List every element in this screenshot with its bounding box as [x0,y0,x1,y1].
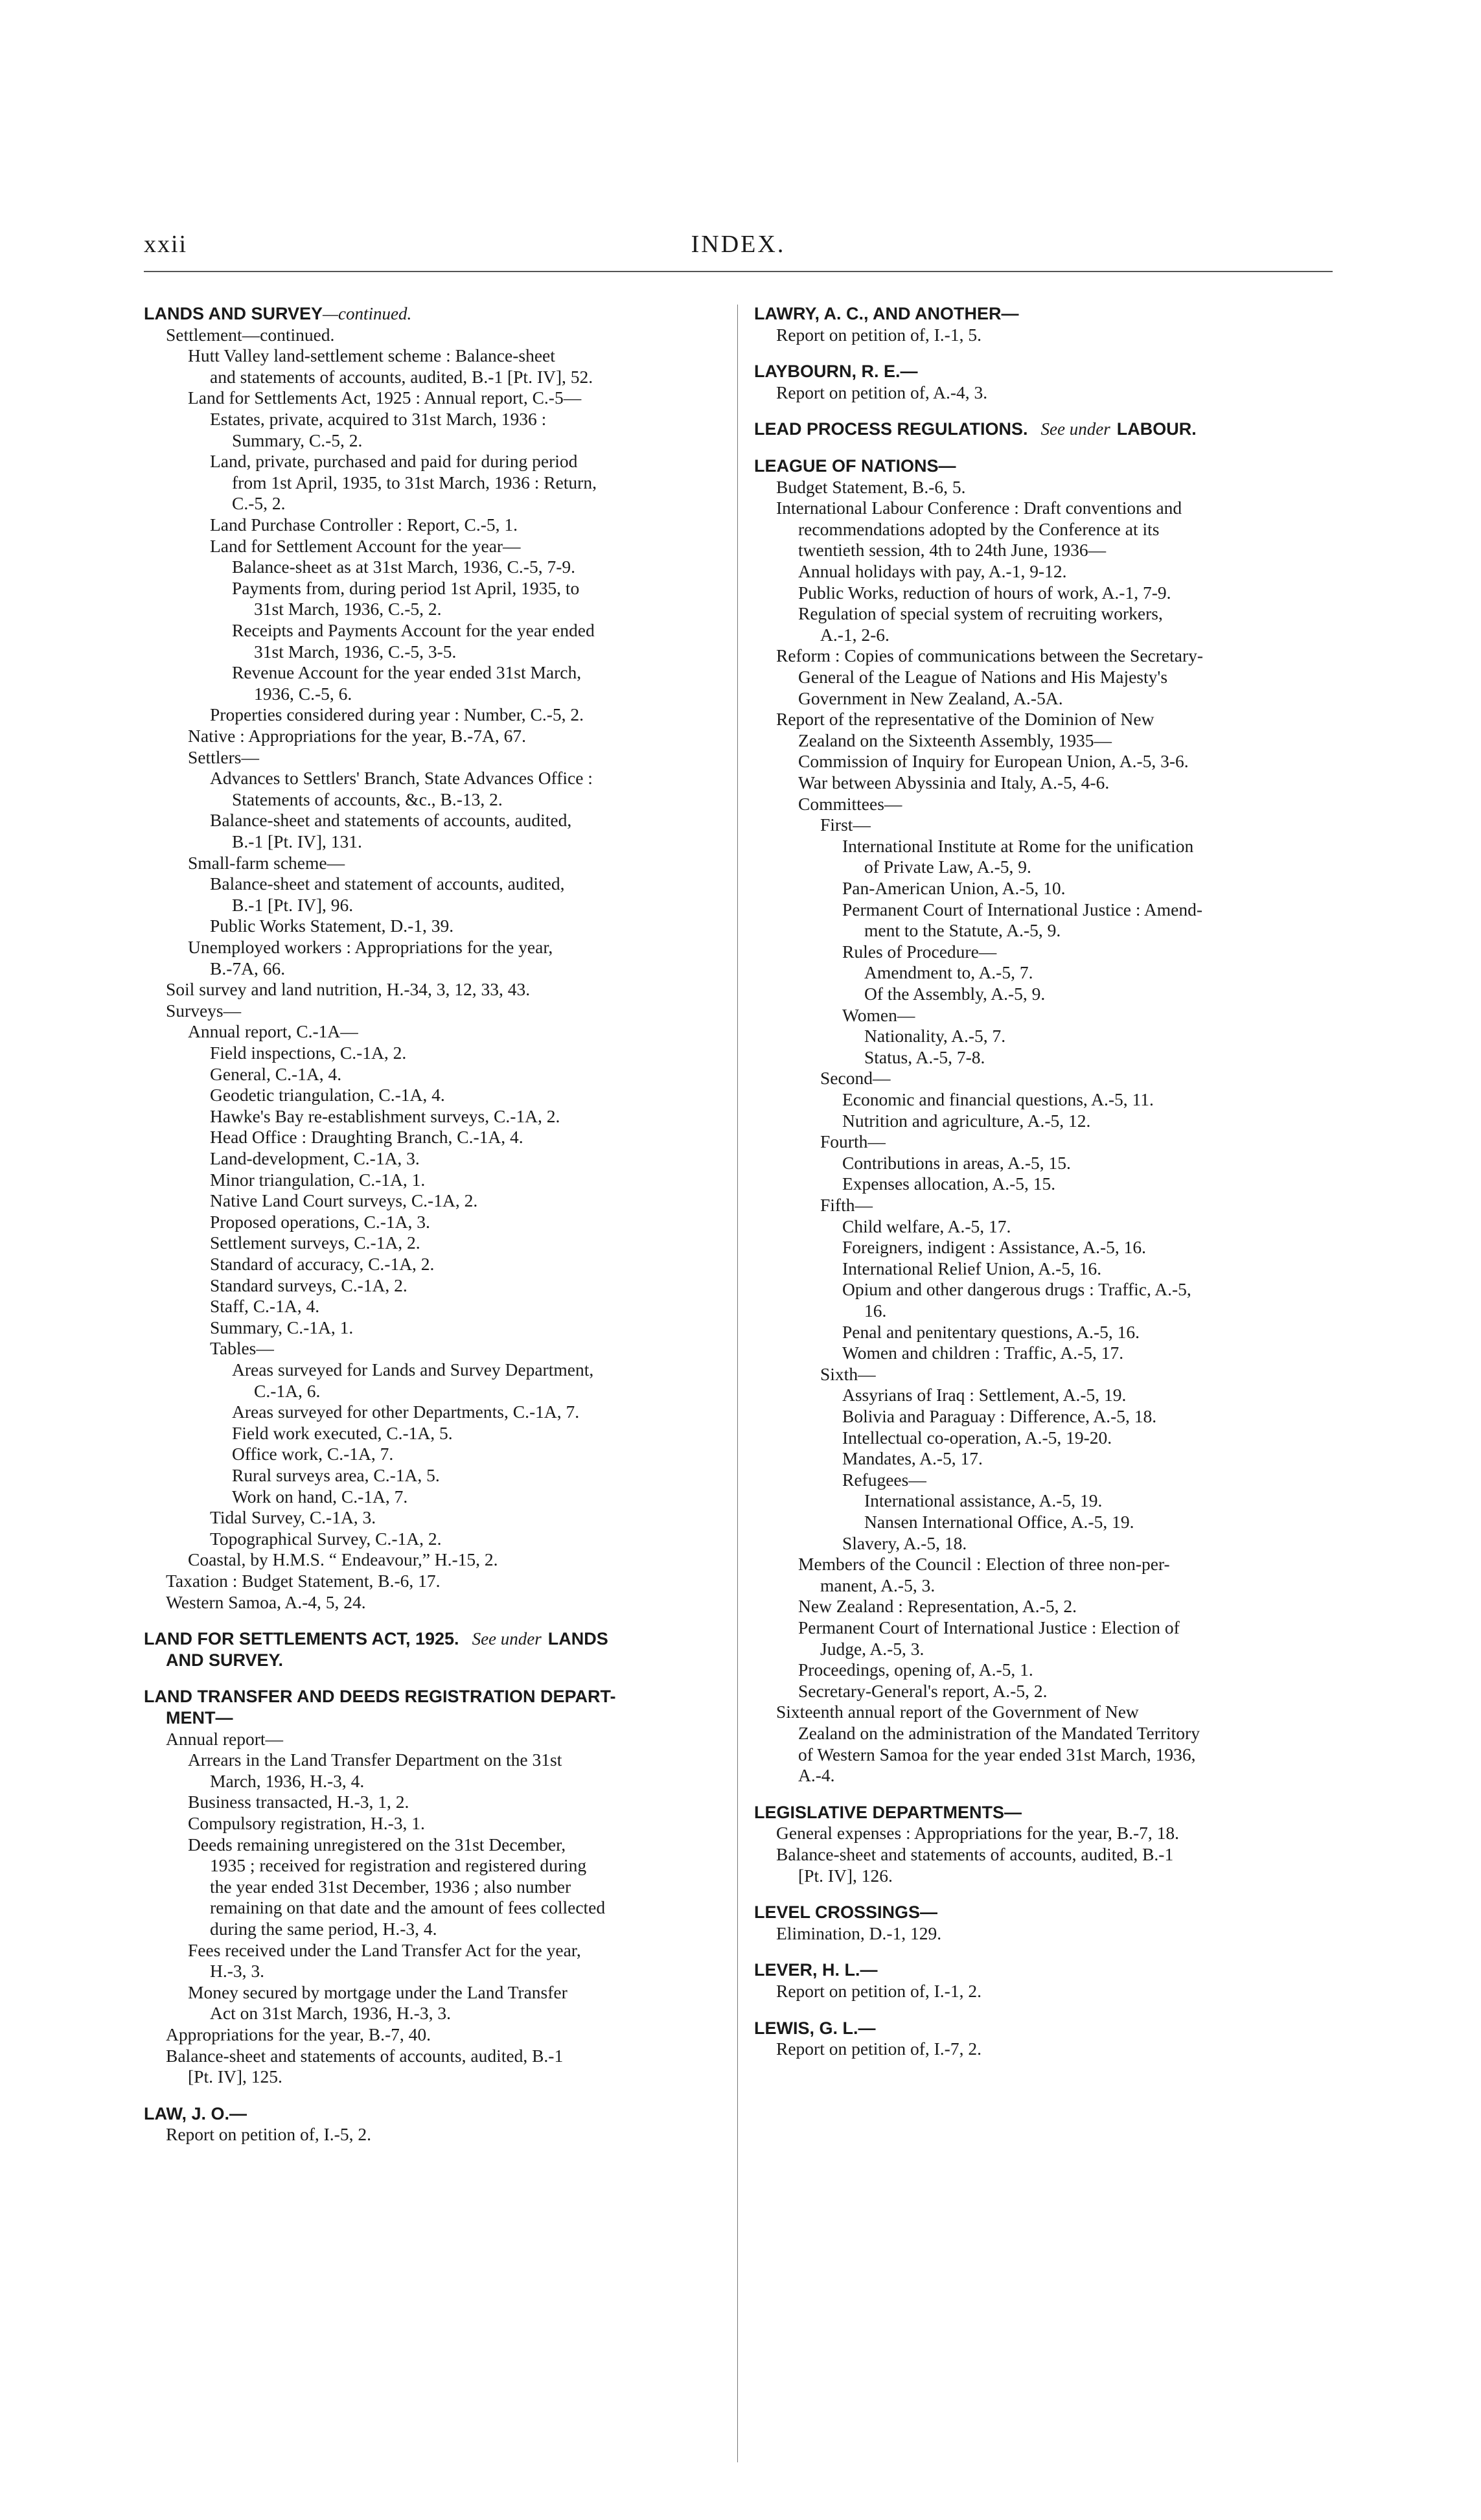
index-entry: Amendment to, A.-5, 7. [864,962,1033,982]
heading-text: LAND FOR SETTLEMENTS ACT, 1925. [144,1629,459,1648]
heading-text: LEGISLATIVE DEPARTMENTS— [754,1803,1022,1822]
index-entry: Surveys— [166,1000,242,1021]
heading-text: LEAD PROCESS REGULATIONS. [754,419,1028,439]
index-entry: Secretary-General's report, A.-5, 2. [798,1681,1048,1701]
index-entry: Report on petition of, A.-4, 3. [776,382,988,402]
index-entry: 16. [864,1300,887,1321]
index-entry: Revenue Account for the year ended 31st March, [232,662,582,682]
index-heading [754,303,1019,324]
index-entry: Summary, C.-1A, 1. [210,1317,354,1337]
heading-text: LAWRY, A. C., AND ANOTHER— [754,304,1019,323]
index-entry: Tables— [210,1338,274,1358]
page-title: INDEX. [691,231,786,258]
index-entry: Statements of accounts, &c., B.-13, 2. [232,789,503,809]
index-entry: Regulation of special system of recruiting workers, [798,603,1163,623]
index-entry: Settlers— [188,747,259,767]
index-entry: War between Abyssinia and Italy, A.-5, 4-6. [798,772,1110,792]
index-entry: Rules of Procedure— [842,942,997,962]
index-entry: Annual holidays with pay, A.-1, 9-12. [798,561,1067,581]
index-entry: Payments from, during period 1st April, 1935, to [232,578,580,598]
index-entry: International Relief Union, A.-5, 16. [842,1258,1102,1278]
index-entry: Office work, C.-1A, 7. [232,1444,394,1464]
index-entry: Business transacted, H.-3, 1, 2. [188,1792,409,1812]
index-entry: International Institute at Rome for the unification [842,836,1194,856]
index-entry: 31st March, 1936, C.-5, 2. [254,599,442,619]
heading-text: LAW, J. O.— [144,2104,247,2123]
index-entry: Women— [842,1005,915,1025]
index-entry: Annual report, C.-1A— [188,1021,358,1041]
index-entry: Public Works Statement, D.-1, 39. [210,916,454,936]
index-entry: Unemployed workers : Appropriations for the year, [188,937,553,957]
index-entry: Head Office : Draughting Branch, C.-1A, 4. [210,1127,523,1147]
heading-text: MENT— [166,1708,233,1728]
index-entry: Tidal Survey, C.-1A, 3. [210,1507,376,1527]
index-entry: Penal and penitentary questions, A.-5, 16. [842,1322,1140,1342]
index-entry: Budget Statement, B.-6, 5. [776,477,966,497]
index-entry: Rural surveys area, C.-1A, 5. [232,1465,440,1485]
index-entry: Slavery, A.-5, 18. [842,1533,967,1553]
index-heading [166,1650,283,1670]
index-entry: Standard of accuracy, C.-1A, 2. [210,1254,435,1274]
index-heading [144,303,411,324]
index-entry: Nutrition and agriculture, A.-5, 12. [842,1111,1091,1131]
index-entry: General expenses : Appropriations for the year, B.-7, 18. [776,1823,1180,1843]
index-entry: Commission of Inquiry for European Union, A.-5, 3-6. [798,751,1189,771]
index-entry: Report on petition of, I.-1, 5. [776,325,982,345]
index-entry: Compulsory registration, H.-3, 1. [188,1813,425,1833]
index-entry: Soil survey and land nutrition, H.-34, 3, 12, 33, 43. [166,979,531,999]
index-entry: recommendations adopted by the Conference at its [798,519,1160,539]
heading-text: LEWIS, G. L.— [754,2018,876,2038]
index-entry: Work on hand, C.-1A, 7. [232,1486,408,1507]
index-entry: Advances to Settlers' Branch, State Advances Office : [210,768,593,788]
index-entry: Coastal, by H.M.S. “ Endeavour,” H.-15, 2. [188,1549,498,1569]
index-entry: Intellectual co-operation, A.-5, 19-20. [842,1428,1112,1448]
index-entry: Native Land Court surveys, C.-1A, 2. [210,1190,478,1210]
index-entry: Balance-sheet and statements of accounts, audited, B.-1 [166,2046,564,2066]
index-entry: manent, A.-5, 3. [820,1575,936,1595]
index-entry: Balance-sheet and statements of accounts, audited, B.-1 [776,1844,1174,1864]
index-entry: from 1st April, 1935, to 31st March, 1936 : Return, [232,472,597,492]
see-under-label: See under [472,1629,542,1648]
index-entry: Balance-sheet and statement of accounts, audited, [210,873,565,894]
index-entry: Fourth— [820,1131,886,1151]
index-entry: Report of the representative of the Dominion of New [776,709,1154,729]
index-entry: Bolivia and Paraguay : Difference, A.-5, 18. [842,1406,1157,1426]
index-subheading [166,325,334,345]
index-entry: Balance-sheet as at 31st March, 1936, C.-5, 7-9. [232,557,575,577]
cross-reference-target: LANDS [547,1629,608,1648]
index-entry: Nationality, A.-5, 7. [864,1026,1006,1046]
index-entry: A.-4. [798,1765,835,1785]
cross-reference-target: LABOUR. [1116,419,1197,439]
index-entry: Committees— [798,794,902,814]
index-entry: 1935 ; received for registration and registered during [210,1855,587,1875]
index-entry: Topographical Survey, C.-1A, 2. [210,1529,442,1549]
index-entry: Small-farm scheme— [188,853,345,873]
index-entry: and statements of accounts, audited, B.-1 [Pt. IV], 52. [210,367,593,387]
index-entry: Public Works, reduction of hours of work, A.-1, 7-9. [798,583,1171,603]
index-entry: [Pt. IV], 126. [798,1866,893,1886]
index-entry: March, 1936, H.-3, 4. [210,1771,365,1791]
index-entry: New Zealand : Representation, A.-5, 2. [798,1596,1077,1616]
index-entry: Of the Assembly, A.-5, 9. [864,984,1046,1004]
index-entry: of Private Law, A.-5, 9. [864,857,1031,877]
index-entry: Land-development, C.-1A, 3. [210,1148,420,1168]
index-entry: 1936, C.-5, 6. [254,684,352,704]
index-entry: Opium and other dangerous drugs : Traffic, A.-5, [842,1279,1191,1299]
index-entry: Summary, C.-5, 2. [232,430,363,450]
index-entry: of Western Samoa for the year ended 31st March, 1936, [798,1744,1196,1764]
index-entry: Zealand on the Sixteenth Assembly, 1935— [798,730,1112,750]
index-entry: Estates, private, acquired to 31st March, 1936 : [210,409,547,429]
index-entry: Staff, C.-1A, 4. [210,1296,320,1316]
index-entry: Refugees— [842,1470,926,1490]
index-entry: International assistance, A.-5, 19. [864,1490,1103,1510]
index-entry: Land Purchase Controller : Report, C.-5, 1. [210,514,518,535]
heading-text: LEVEL CROSSINGS— [754,1902,938,1922]
index-entry: Nansen International Office, A.-5, 19. [864,1512,1134,1532]
index-entry: remaining on that date and the amount of fees collected [210,1897,606,1917]
index-entry: Standard surveys, C.-1A, 2. [210,1275,408,1295]
index-entry: Receipts and Payments Account for the year ended [232,620,595,640]
index-entry: 31st March, 1936, C.-5, 3-5. [254,642,457,662]
page-number: xxii [144,231,188,258]
index-entry: Pan-American Union, A.-5, 10. [842,878,1066,898]
index-entry: Annual report— [166,1729,283,1749]
index-entry: Report on petition of, I.-7, 2. [776,2039,982,2059]
index-entry: International Labour Conference : Draft conventions and [776,498,1182,518]
index-entry: Money secured by mortgage under the Land Transfer [188,1982,568,2002]
index-heading [754,2018,876,2039]
index-heading [754,1959,878,1980]
index-entry: Properties considered during year : Number, C.-5, 2. [210,704,584,724]
header-rule [144,271,1333,272]
index-entry: Field inspections, C.-1A, 2. [210,1043,407,1063]
index-entry: Areas surveyed for other Departments, C.-1A, 7. [232,1402,580,1422]
index-entry: Second— [820,1068,891,1088]
index-entry: during the same period, H.-3, 4. [210,1919,437,1939]
subheading-text: Settlement—continued. [166,325,335,345]
index-entry: Proceedings, opening of, A.-5, 1. [798,1659,1033,1680]
index-entry: Proposed operations, C.-1A, 3. [210,1212,430,1232]
index-entry: Appropriations for the year, B.-7, 40. [166,2024,431,2044]
index-entry: Child welfare, A.-5, 17. [842,1216,1011,1236]
index-entry: Land for Settlements Act, 1925 : Annual report, C.-5— [188,387,582,408]
index-entry: Expenses allocation, A.-5, 15. [842,1173,1056,1194]
index-heading [166,1707,233,1728]
index-entry: Assyrians of Iraq : Settlement, A.-5, 19. [842,1385,1127,1405]
heading-text: LEVER, H. L.— [754,1960,878,1980]
index-entry: Land, private, purchased and paid for during period [210,451,578,471]
index-entry: Sixth— [820,1364,876,1384]
heading-text: LEAGUE OF NATIONS— [754,456,956,476]
index-entry: Land for Settlement Account for the year— [210,536,521,556]
index-entry: Foreigners, indigent : Assistance, A.-5, 16. [842,1237,1146,1257]
index-entry: Mandates, A.-5, 17. [842,1448,983,1468]
index-entry: Members of the Council : Election of three non-per- [798,1554,1170,1574]
index-entry: Zealand on the administration of the Mandated Territory [798,1723,1200,1743]
index-entry: B.-1 [Pt. IV], 131. [232,831,362,851]
index-entry: Report on petition of, I.-5, 2. [166,2124,371,2144]
index-heading-cross-reference [754,419,1197,439]
index-entry: Settlement surveys, C.-1A, 2. [210,1232,420,1253]
index-entry: the year ended 31st December, 1936 ; also number [210,1877,571,1897]
index-entry: twentieth session, 4th to 24th June, 1936— [798,540,1107,560]
index-entry: Act on 31st March, 1936, H.-3, 3. [210,2003,451,2023]
index-entry: Balance-sheet and statements of accounts, audited, [210,810,572,830]
index-entry: Geodetic triangulation, C.-1A, 4. [210,1085,445,1105]
index-entry: [Pt. IV], 125. [188,2066,282,2087]
index-entry: Women and children : Traffic, A.-5, 17. [842,1343,1124,1363]
index-entry: A.-1, 2-6. [820,625,890,645]
heading-text: LAND TRANSFER AND DEEDS REGISTRATION DEPART- [144,1687,616,1706]
index-heading [144,2103,247,2124]
page-header [144,230,1333,269]
index-entry: Hutt Valley land-settlement scheme : Balance-sheet [188,345,555,365]
index-entry: Reform : Copies of communications between the Secretary- [776,645,1204,665]
index-entry: Elimination, D.-1, 129. [776,1923,942,1943]
index-entry: Judge, A.-5, 3. [820,1639,924,1659]
index-heading [754,1902,937,1923]
index-entry: Areas surveyed for Lands and Survey Department, [232,1359,594,1380]
index-entry: Government in New Zealand, A.-5A. [798,688,1063,708]
index-entry: Deeds remaining unregistered on the 31st December, [188,1834,566,1855]
index-entry: Contributions in areas, A.-5, 15. [842,1153,1071,1173]
index-entry: First— [820,815,871,835]
index-entry: Taxation : Budget Statement, B.-6, 17. [166,1571,441,1591]
index-entry: Economic and financial questions, A.-5, 11. [842,1089,1154,1109]
heading-text: LAYBOURN, R. E.— [754,362,918,381]
index-entry: Fifth— [820,1195,873,1215]
index-entry: H.-3, 3. [210,1961,265,1981]
index-heading [754,1802,1022,1823]
index-entry: C.-1A, 6. [254,1381,321,1401]
index-entry: ment to the Statute, A.-5, 9. [864,920,1061,940]
index-entry: Arrears in the Land Transfer Department on the 31st [188,1750,562,1770]
index-entry: Status, A.-5, 7-8. [864,1047,985,1067]
index-entry: Fees received under the Land Transfer Act for the year, [188,1940,581,1960]
index-entry: Report on petition of, I.-1, 2. [776,1981,982,2001]
index-entry: Sixteenth annual report of the Government of New [776,1702,1139,1722]
index-heading-cross-reference [144,1628,608,1649]
index-entry: Native : Appropriations for the year, B.-7A, 67. [188,726,527,746]
index-heading [144,1686,616,1707]
see-under-label: See under [1040,419,1110,439]
index-entry: Hawke's Bay re-establishment surveys, C.-1A, 2. [210,1106,560,1126]
heading-text: LANDS AND SURVEY [144,304,323,323]
index-entry: General of the League of Nations and His Majesty's [798,667,1168,687]
index-heading [754,456,956,476]
index-entry: Field work executed, C.-1A, 5. [232,1423,453,1443]
heading-text: AND SURVEY. [166,1650,284,1670]
index-entry: B.-7A, 66. [210,958,286,978]
index-heading [754,361,918,382]
heading-suffix: —continued. [323,304,412,323]
column-divider [737,305,738,2462]
index-entry: General, C.-1A, 4. [210,1064,342,1084]
index-entry: Western Samoa, A.-4, 5, 24. [166,1592,366,1612]
index-entry: B.-1 [Pt. IV], 96. [232,895,354,915]
index-entry: Permanent Court of International Justice : Amend- [842,899,1202,919]
index-entry: Permanent Court of International Justice : Election of [798,1617,1180,1637]
index-entry: Minor triangulation, C.-1A, 1. [210,1170,426,1190]
index-entry: C.-5, 2. [232,493,286,513]
